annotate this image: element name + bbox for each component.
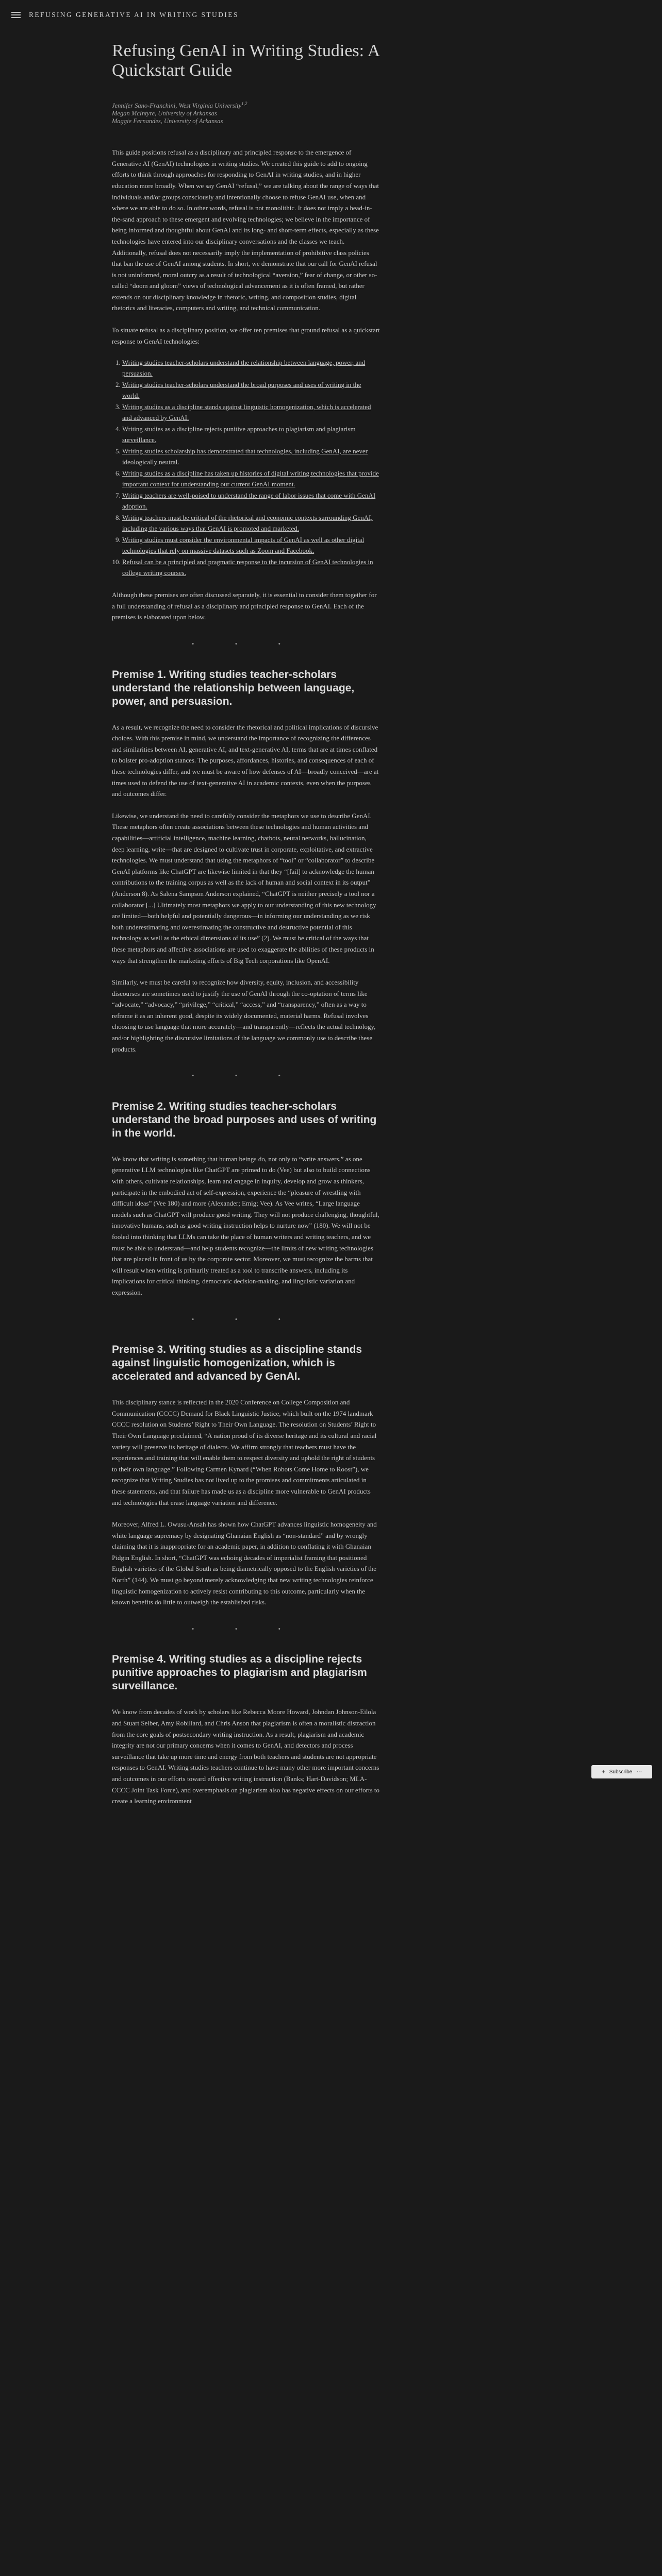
premise-item <box>122 358 380 379</box>
premise-link[interactable]: Writing teachers must be critical of the rhetorical and economic contexts surrounding GenAI, including the various ways that GenAI is promoted and marketed. <box>122 514 373 532</box>
author-name: Jennifer Sano-Franchini, West Virginia University <box>112 102 242 110</box>
premise-section <box>112 1653 380 1806</box>
section-heading: Premise 2. Writing studies teacher-scholars understand the broad purposes and uses of writing in the world. <box>112 1100 377 1139</box>
premise-item <box>122 535 380 556</box>
premise-item <box>122 380 380 401</box>
author-line <box>112 110 380 117</box>
section-paragraph: As a result, we recognize the need to consider the rhetorical and political implications of discursive choices. With this premise in mind, we understand the importance of recognizing the differences and similarities between AI, generative AI, and text-generative AI, terms that are at times conflated to bolster pro-adoption stances. The purposes, affordances, histories, and consequences of each of these technologies differ, and we must be aware of how defenses of AI—broadly conceived—are at times used to defend the use of text-generative AI in academic contexts, even when the purposes and outcomes differ. <box>112 723 379 798</box>
post-content <box>112 41 380 1807</box>
premise-link[interactable]: Writing studies as a discipline has taken up histories of digital writing technologies that provide important context for understanding our current GenAI moment. <box>122 469 379 488</box>
section-heading: Premise 3. Writing studies as a discipline stands against linguistic homogenization, which is accelerated and advanced by GenAI. <box>112 1344 362 1383</box>
author-name: Megan McIntyre, University of Arkansas <box>112 110 217 117</box>
premise-link[interactable]: Writing studies as a discipline rejects punitive approaches to plagiarism and plagiarism surveillance. <box>122 425 356 444</box>
premise-list <box>112 358 380 578</box>
section-paragraph: We know from decades of work by scholars like Rebecca Moore Howard, Johndan Johnson-Eilola and Stuart Selber, Amy Robillard, and Chris Anson that plagiarism is often a moralistic distraction from the core goals of postsecondary writing instruction. As a result, plagiarism and academic integrity are not our primary concerns when it comes to GenAI, and detectors and process surveillance that take up more time and energy from both teachers and students are not appropriate responses to GenAI. Writing studies teachers continue to have many other more important concerns and outcomes in our efforts toward effective writing instruction (Banks; Hart-Davidson; MLA-CCCC Joint Task Force), and overemphasis on plagiarism also has negative effects on our efforts to create a learning environment <box>112 1708 379 1805</box>
section-separator: • • • <box>191 1072 301 1080</box>
premise-link[interactable]: Writing studies as a discipline stands against linguistic homogenization, which is accelerated and advanced by GenAI. <box>122 403 371 421</box>
subscribe-button[interactable] <box>591 1765 652 1778</box>
premise-section <box>112 1100 380 1298</box>
premise-item <box>122 490 380 512</box>
premise-item <box>122 468 380 489</box>
menu-icon[interactable] <box>11 12 21 18</box>
author-name: Maggie Fernandes, University of Arkansas <box>112 117 223 125</box>
section-paragraph: Moreover, Alfred L. Owusu-Ansah has shown how ChatGPT advances linguistic homogeneity and white language supremacy by designating Ghanaian English as “non-standard” and by wrongly claiming that it is inappropriate for an academic paper, in addition to conflating it with Ghanaian Pidgin English. In short, “ChatGPT was echoing decades of imperialist framing that positioned English varieties of the Global South as being diametrically opposed to the English varieties of the North” (144). We must go beyond merely acknowledging that new writing technologies reinforce linguistic homogenization to actively resist contributing to this outcome, particularly when the known benefits do little to outweigh the established risks. <box>112 1520 377 1606</box>
author-affiliation-mark: 1,2 <box>241 101 247 106</box>
subscribe-label: Subscribe <box>609 1769 633 1775</box>
author-line <box>112 100 380 110</box>
intro-paragraph: To situate refusal as a disciplinary position, we offer ten premises that ground refusal as a quickstart response to GenAI technologies: <box>112 326 380 345</box>
premise-item <box>122 557 380 578</box>
premise-item <box>122 513 380 534</box>
section-separator: • • • <box>191 1315 301 1323</box>
premise-link[interactable]: Writing studies scholarship has demonstrated that technologies, including GenAI, are never ideologically neutral. <box>122 447 368 466</box>
after-list-paragraph: Although these premises are often discussed separately, it is essential to consider them together for a full understanding of refusal as a disciplinary and principled response to GenAI. Each of the premises is elaborated upon below. <box>112 591 377 621</box>
intro <box>112 147 380 347</box>
premise-item <box>122 424 380 445</box>
post-title: Refusing GenAI in Writing Studies: A Quickstart Guide <box>112 41 379 80</box>
premise-section <box>112 1343 380 1608</box>
section-separator: • • • <box>191 1624 301 1633</box>
section-heading: Premise 4. Writing studies as a discipline rejects punitive approaches to plagiarism and plagiarism surveillance. <box>112 1653 367 1692</box>
intro-paragraph: This guide positions refusal as a disciplinary and principled response to the emergence of Generative AI (GenAI) technologies in writing studies. We created this guide to add to ongoing efforts to think through approaches for responding to GenAI in writing studies, and in higher education more broadly. When we say GenAI “refusal,” we are talking about the range of ways that individuals and/or groups consciously and intentionally choose to refuse GenAI use, when and where we are able to do so. In other words, refusal is not monolithic. It does not imply a head-in-the-sand approach to these emergent and evolving technologies; we believe in the importance of being informed and thoughtful about GenAI and its long- and short-term effects, especially as these technologies have entered into our disciplinary conversations and the classes we teach. Additionally, refusal does not necessarily imply the implementation of prohibitive class policies that ban the use of GenAI among students. In short, we demonstrate that our call for GenAI refusal is not uninformed, moral outcry as a result of technological “aversion,” fear of change, or other so-called “doom and gloom” views of technological advancement as it is often framed, but rather extends on our disciplinary knowledge in rhetoric, writing, and composition studies, digital rhetorics and literacies, computers and writing, and technical communication. <box>112 148 379 312</box>
section-separator: • • • <box>191 640 301 648</box>
section-paragraph: Similarly, we must be careful to recognize how diversity, equity, inclusion, and accessibility discourses are sometimes used to justify the use of GenAI through the co-optation of terms like “advocate,” “advocacy,” “privilege,” “critical,” “access,” and “transparency,” often as a way to reframe it as an inherent good, despite its widely documented, material harms. Refusal involves choosing to use language that more accurately—and transparently—reflects the actual technology, and/or highlighting the discursive limitations of the language we commonly use to describe these products. <box>112 978 376 1053</box>
plus-icon: + <box>601 1768 605 1775</box>
author-line <box>112 117 380 125</box>
site-title[interactable]: REFUSING GENERATIVE AI IN WRITING STUDIES <box>29 11 239 19</box>
premise-link[interactable]: Writing studies teacher-scholars understand the broad purposes and uses of writing in the world. <box>122 381 361 399</box>
section-heading: Premise 1. Writing studies teacher-scholars understand the relationship between language, power, and persuasion. <box>112 668 355 707</box>
more-icon[interactable]: ··· <box>636 1769 642 1775</box>
premise-link[interactable]: Writing studies teacher-scholars understand the relationship between language, power, and persuasion. <box>122 359 366 377</box>
byline <box>112 100 380 125</box>
premise-link[interactable]: Writing teachers are well-poised to understand the range of labor issues that come with GenAI adoption. <box>122 492 376 510</box>
premise-section <box>112 668 380 1055</box>
premise-item <box>122 402 380 423</box>
premise-link[interactable]: Refusal can be a principled and pragmatic response to the incursion of GenAI technologies in college writing courses. <box>122 558 373 577</box>
top-bar <box>0 0 662 30</box>
section-paragraph: This disciplinary stance is reflected in the 2020 Conference on College Composition and Communication (CCCC) Demand for Black Linguistic Justice, which built on the 1974 landmark CCCC resolution on Students’ Right to Their Own Language. The resolution on Students’ Right to Their Own Language proclaimed, “A nation proud of its diverse heritage and its cultural and racial variety will preserve its heritage of dialects. We affirm strongly that teachers must have the experiences and training that will enable them to respect diversity and uphold the right of students to their own language.” Following Carmen Kynard (“When Robots Come Home to Roost”), we recognize that Writing Studies has not lived up to the promises and commitments articulated in these statements, and that failure has made us as a discipline more vulnerable to GenAI products and technologies that erase language variation and difference. <box>112 1398 377 1506</box>
section-paragraph: Likewise, we understand the need to carefully consider the metaphors we use to describe GenAI. These metaphors often create associations between these technologies and human activities and capabilities—artificial intelligence, machine learning, chatbots, neural networks, hallucination, deep learning, write—that are designed to cultivate trust in corporate, exploitative, and extractive technologies. We must understand that using the metaphors of “tool” or “collaborator” to describe GenAI platforms like ChatGPT are likewise limited in that they “[fail] to acknowledge the human contributions to the training corpus as well as the lack of human and social context in its output” (Anderson 8). As Salena Sampson Anderson explained, “ChatGPT is neither precisely a tool nor a collaborator [...] Ultimately most metaphors we apply to our understanding of this new technology are limited—both helpful and potentially dangerous—in informing our understanding as we risk both underestimating and overestimating the constructive and destructive potential of this technology as well as the ethical dimensions of its use” (2). We must be critical of the ways that these metaphors and affective associations are used to exaggerate the abilities of these products in ways that strengthen the marketing efforts of Big Tech corporations like OpenAI. <box>112 811 376 964</box>
premise-item <box>122 446 380 467</box>
sections <box>112 638 380 1807</box>
premise-link[interactable]: Writing studies must consider the environmental impacts of GenAI as well as other digital technologies that rely on massive datasets such as Zoom and Facebook. <box>122 536 365 554</box>
section-paragraph: We know that writing is something that human beings do, not only to “write answers,” as one generative LLM technologies like ChatGPT are primed to do (Vee) but also to build connections with others, cultivate relationships, learn and engage in inquiry, develop and grow as thinkers, participate in the embodied act of self-expression, experience the “pleasure of wrestling with difficult ideas” (Vee 180) and more (Alexander; Emig; Vee). As Vee writes, “Large language models such as ChatGPT will produce good writing. They will not produce challenging, thoughtful, innovative humans, such as good writing instruction helps to nurture now” (180). We will not be fooled into thinking that LLMs can take the place of human writers and writing teachers, and we must be able to understand—and help students recognize—the limits of new writing technologies that are placed in front of us by the corporate sector. Moreover, we must recognize the harms that will result when writing is primarily treated as a tool to transcribe answers, including its implications for critical thinking, democratic decision-making, and linguistic variation and expression. <box>112 1155 379 1296</box>
